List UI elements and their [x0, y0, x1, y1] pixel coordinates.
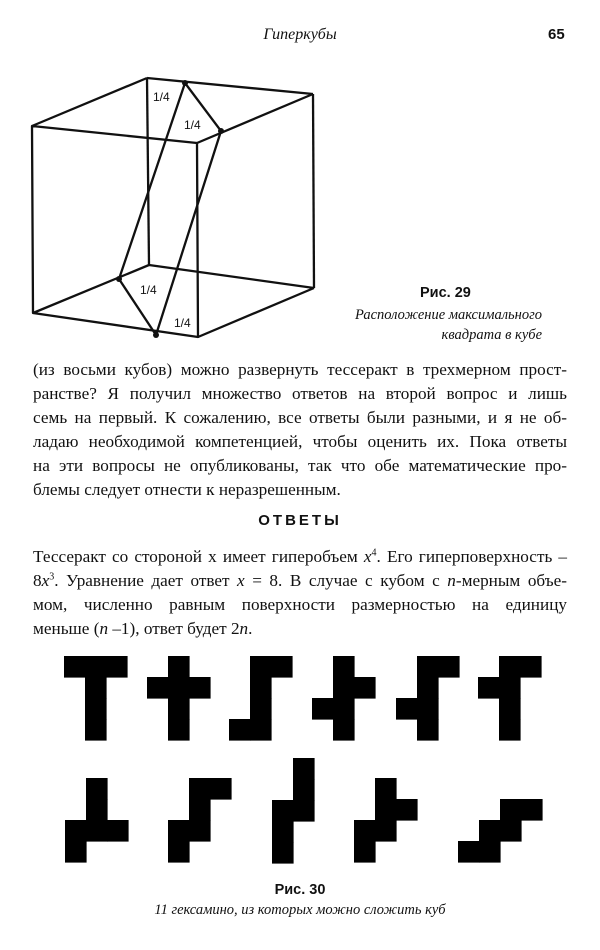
fraction-label: 1/4: [153, 90, 170, 104]
figure-29-title: Рис. 29: [420, 285, 471, 301]
hexomino-cell: [520, 656, 542, 678]
hexomino-cell: [479, 820, 501, 842]
hexomino-cell: [85, 719, 107, 741]
hexomino-cell: [354, 677, 376, 699]
hexomino: [65, 778, 129, 863]
cube-edge: [198, 288, 314, 337]
hexomino-cell: [210, 778, 232, 800]
hexomino-cell: [86, 778, 108, 800]
caption-line: квадрата в кубе: [441, 327, 542, 343]
hexomino-cell: [250, 656, 272, 678]
hexomino: [147, 656, 211, 741]
hexomino-cell: [521, 799, 543, 821]
hexomino-cell: [354, 820, 376, 842]
hexomino-cell: [106, 656, 128, 678]
hexomino-cell: [168, 719, 190, 741]
hexomino-cell: [375, 820, 397, 842]
hexomino-cell: [417, 719, 439, 741]
text-line: семь на первый. К сожалению, все ответы были разными, и я не об-: [33, 408, 567, 427]
hexomino-cell: [250, 698, 272, 720]
hexomino: [354, 778, 418, 863]
hexomino-cell: [354, 841, 376, 863]
paragraph-2: [33, 545, 567, 641]
hexomino: [272, 758, 315, 864]
hexomino: [168, 778, 232, 863]
page-number: 65: [548, 26, 565, 43]
hexomino-cell: [272, 842, 294, 864]
running-head: Гиперкубы: [263, 26, 337, 43]
text-line: (из восьми кубов) можно развернуть тессеракт в трехмерном прост-: [33, 360, 567, 379]
text-line: Тессеракт со стороной x имеет гиперобъем $x^4$. Его гиперповерхность –: [33, 547, 568, 566]
hexomino-cell: [271, 656, 293, 678]
hexomino-cell: [168, 820, 190, 842]
max-square: [119, 83, 221, 335]
hexomino-cell: [458, 841, 480, 863]
section-heading: ОТВЕТЫ: [258, 512, 342, 529]
hexomino-cell: [293, 800, 315, 822]
hexomino-cell: [86, 799, 108, 821]
hexomino-cell: [417, 698, 439, 720]
hexomino-cell: [375, 799, 397, 821]
text-line: ранстве? Я получил множество ответов на второй вопрос и лишь: [33, 384, 567, 403]
cube-edge: [197, 94, 313, 143]
hexomino-cell: [396, 799, 418, 821]
hexomino-cell: [168, 677, 190, 699]
hexomino: [478, 656, 542, 741]
hexomino-cell: [479, 841, 501, 863]
hexomino: [229, 656, 293, 741]
text-line: мом, численно равным поверхности размерностью на единицу: [33, 595, 567, 614]
hexomino-cell: [189, 820, 211, 842]
figure-30-title: Рис. 30: [274, 882, 326, 898]
hexomino-cell: [168, 656, 190, 678]
hexomino-cell: [499, 656, 521, 678]
hexomino-cell: [189, 677, 211, 699]
cube-front-face: [32, 126, 198, 337]
hexomino-cell: [499, 698, 521, 720]
text-line: на эти вопросы не опубликованы, так что обе математические про-: [33, 456, 567, 475]
hexomino-cell: [312, 698, 334, 720]
hexomino-cell: [293, 758, 315, 780]
hexomino: [396, 656, 460, 741]
hexomino-cell: [85, 698, 107, 720]
cube-edge: [147, 78, 149, 265]
hexomino-cell: [500, 799, 522, 821]
hexomino-cell: [438, 656, 460, 678]
hexomino-cell: [499, 677, 521, 699]
hexomino-cell: [65, 820, 87, 842]
figure-30-caption: 11 гексамино, из которых можно сложить куб: [154, 902, 446, 918]
hexomino-cell: [333, 719, 355, 741]
hexomino: [312, 656, 376, 741]
caption-line: Расположение максимального: [355, 307, 542, 323]
hexomino-cell: [107, 820, 129, 842]
hexomino-cell: [250, 677, 272, 699]
cube-edge: [147, 78, 313, 94]
text-line: $8x^3$. Уравнение дает ответ x = 8. В случае с кубом с n-мерным объе-: [33, 571, 567, 590]
hexomino-cell: [417, 677, 439, 699]
cube-edge: [32, 78, 147, 126]
hexomino-cell: [333, 698, 355, 720]
hexomino-cell: [499, 719, 521, 741]
figure-29-caption: [300, 305, 542, 345]
fraction-label: 1/4: [184, 118, 201, 132]
hexomino-cell: [375, 778, 397, 800]
text-line: блемы следует отнести к неразрешенным.: [33, 480, 341, 499]
text-line: ладаю необходимой компетенцией, чтобы оценить их. Пока ответы: [33, 432, 567, 451]
hexomino-cell: [64, 656, 86, 678]
hexomino-cell: [478, 677, 500, 699]
hexomino-cell: [168, 841, 190, 863]
hexomino-cell: [396, 698, 418, 720]
hexomino-cell: [85, 677, 107, 699]
hexomino: [64, 656, 128, 741]
figure-30-hexominoes: [0, 640, 600, 890]
hexomino: [458, 799, 543, 863]
hexomino-cell: [272, 821, 294, 843]
hexomino-cell: [86, 820, 108, 842]
hexomino-cell: [272, 800, 294, 822]
hexomino-cell: [500, 820, 522, 842]
hexomino-cell: [189, 799, 211, 821]
hexomino-cell: [229, 719, 251, 741]
text-line: меньше (n –1), ответ будет 2n.: [33, 619, 253, 638]
cube-edge: [313, 94, 314, 288]
hexomino-cell: [168, 698, 190, 720]
hexomino-cell: [250, 719, 272, 741]
hexomino-cell: [293, 779, 315, 801]
cube-edge: [33, 265, 149, 313]
hexomino-cell: [333, 677, 355, 699]
fraction-label: 1/4: [174, 316, 191, 330]
hexomino-cell: [417, 656, 439, 678]
hexomino-cell: [333, 656, 355, 678]
hexomino-cell: [85, 656, 107, 678]
hexomino-cell: [189, 778, 211, 800]
paragraph-1: [33, 358, 567, 502]
hexomino-cell: [65, 841, 87, 863]
fraction-label: 1/4: [140, 283, 157, 297]
hexomino-cell: [147, 677, 169, 699]
